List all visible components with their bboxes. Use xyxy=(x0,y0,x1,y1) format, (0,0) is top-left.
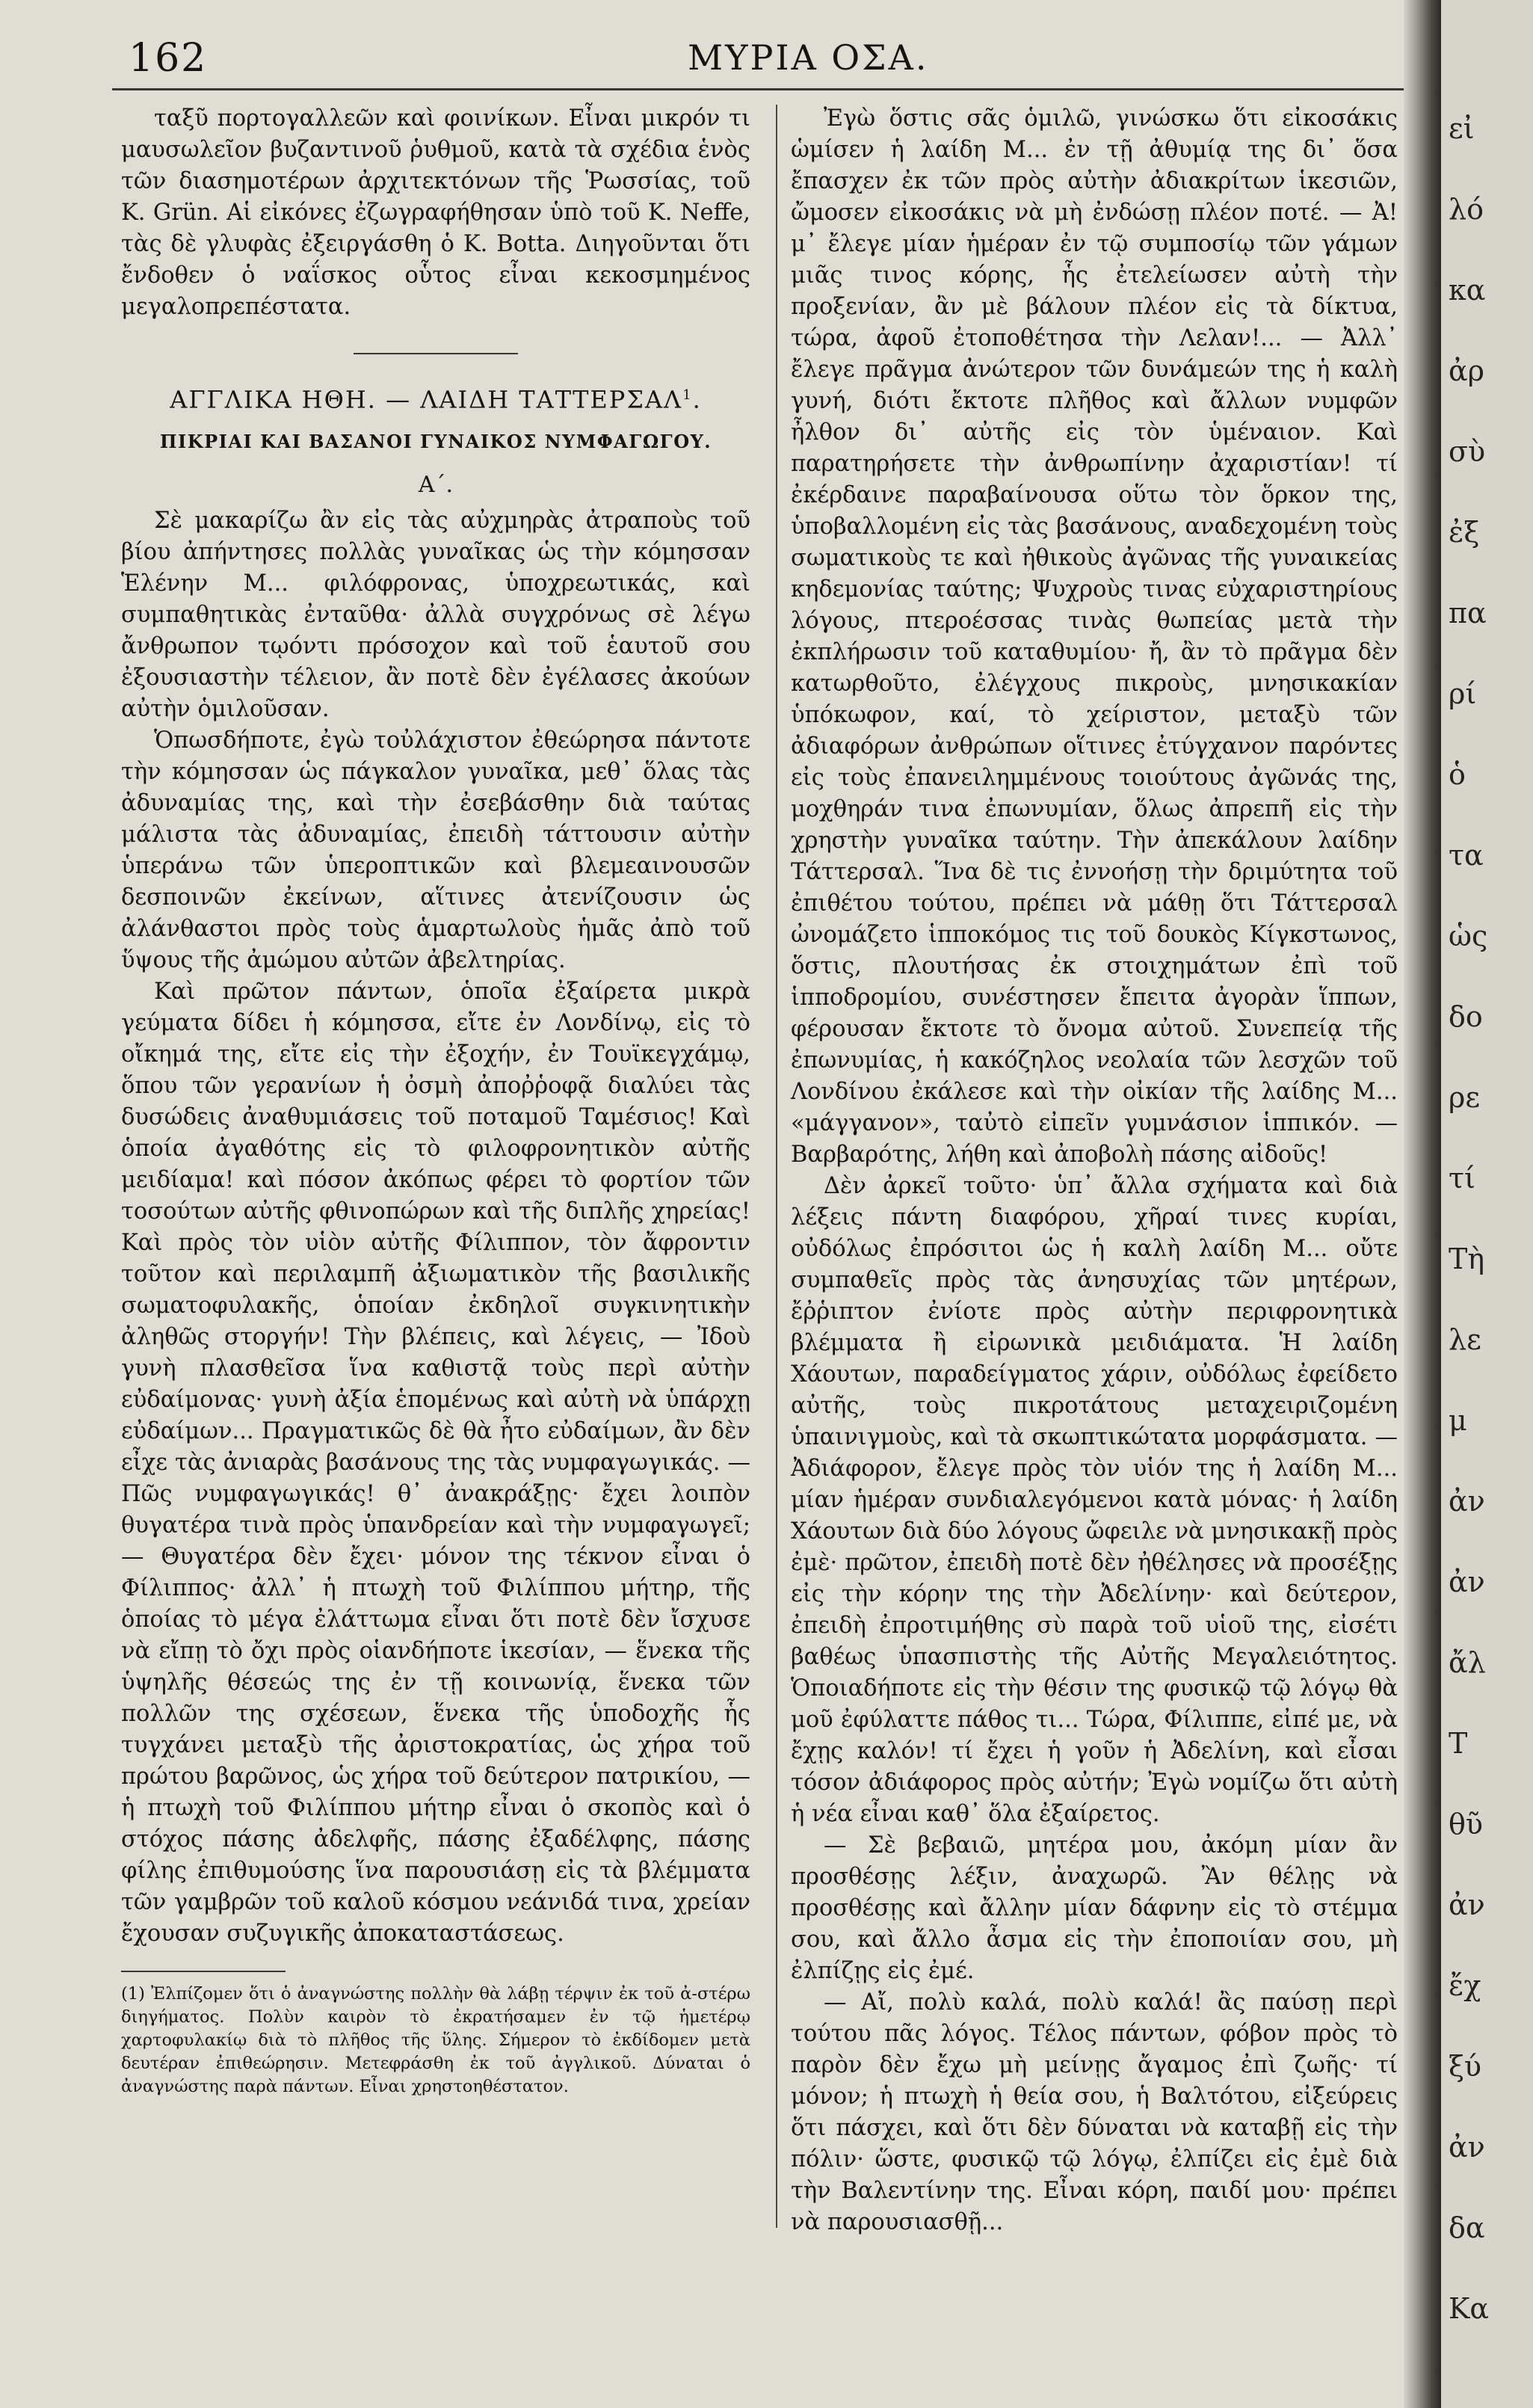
adjacent-page-fragment: ὁ xyxy=(1449,758,1466,791)
body-paragraph: Σὲ μακαρίζω ἂν εἰς τὰς αὐχμηρὰς ἀτραποὺς τοῦ βίου ἀπήντησες πολλὰς γυναῖκας ὡς τὴν κόμησσαν Ἑλένην Μ... φιλόφρονας, ὑποχρεωτικάς, καὶ συμπαθητικὰς ἐνταῦθα· ἀλλὰ συγχρόνως σὲ λέγω ἄνθρωπον τῳόντι πρόσοχον καὶ τοῦ ἑαυτοῦ σου ἐξουσιαστὴν τέλειον, ἂν ποτὲ δὲν ἐγέλασες ἀκούων αὐτὴν ὁμιλοῦσαν. xyxy=(121,507,750,722)
body-paragraph: Δὲν ἀρκεῖ τοῦτο· ὑπ᾽ ἄλλα σχήματα καὶ διὰ λέξεις πάντη διαφόρου, χῆραί τινες κυρίαι, οὐδόλως ἐπρόσιτοι ὡς ἡ καλὴ λαίδη Μ... οὔτε συμπαθεῖς πρὸς τὰς ἀνησυχίας τῶν μητέρων, ἔῤῥιπτον ἐνίοτε πρὸς αὐτὴν περιφρονητικὰ βλέμματα ἢ εἰρωνικὰ μειδιάματα. Ἡ λαίδη Χάουτων, παραδείγματος χάριν, οὐδόλως ἐφείδετο αὐτῆς, τοὺς πικροτάτους μεταχειριζομένη ὑπαινιγμοὺς, καὶ τὰ σκωπτικώτατα μορφάσματα. — Ἀδιάφορον, ἔλεγε πρὸς τὸν υἱόν της ἡ λαίδη Μ... μίαν ἡμέραν συνδιαλεγόμενοι κατὰ μόνας· ἡ λαίδη Χάουτων διὰ δύο λόγους ὤφειλε νὰ μνησικακῇ πρὸς ἐμὲ· πρῶτον, ἐπειδὴ ποτὲ δὲν ἠθέλησες νὰ προσέξῃς εἰς τὴν κόρην της τὴν Ἀδελίνην· καὶ δεύτερον, ἐπειδὴ ἐπροτιμήθης σὺ παρὰ τοῦ υἱοῦ της, εἰσέτι βαθέως ὑπασπιστὴς τῆς Αὐτῆς Μεγαλειότητος. Ὁποιαδήποτε εἰς τὴν θέσιν της φυσικῷ τῷ λόγῳ θὰ μοῦ ἐφύλαττε πάθος τι... Τώρα, Φίλιππε, εἰπέ με, νὰ ἔχῃς καλόν! τί ἔχει ἡ γοῦν ἡ Ἀδελίνη, καὶ εἶσαι τόσον ἀδιάφορος πρὸς αὐτήν; Ἐγὼ νομίζω ὅτι αὐτὴ ἡ νέα εἶναι καθ᾽ ὅλα ἐξαίρετος. xyxy=(791,1173,1398,1827)
part-label: Α΄. xyxy=(418,471,454,498)
section-title: ΑΓΓΛΙΚΑ ΗΘΗ. — ΛΑΙΔΗ ΤΑΤΤΕΡΣΑΛ$^1$. xyxy=(170,385,702,414)
header-rule xyxy=(112,88,1405,90)
body-paragraph: Ἐγὼ ὅστις σᾶς ὁμιλῶ, γινώσκω ὅτι εἰκοσάκις ὡμίσεν ἡ λαίδη Μ... ἐν τῇ ἀθυμίᾳ της δι᾽ ὅσα ἔπασχεν ἐκ τῶν πρὸς αὐτὴν ἀδιακρίτων ἱκεσιῶν, ὤμοσεν εἰκοσάκις νὰ μὴ ἐνδώσῃ πλέον ποτέ. — Ἀ! μ᾽ ἔλεγε μίαν ἡμέραν ἐν τῷ συμποσίῳ τῶν γάμων μιᾶς τινος κόρης, ἧς ἐτελείωσεν αὐτὴ τὴν προξενίαν, ἂν μὲ βάλουν πλέον εἰς τὰ δίκτυα, τώρα, ἀφοῦ ἐτοποθέτησα τὴν Λελαν!... — Ἀλλ᾽ ἔλεγε πρᾶγμα ἀνώτερον τῶν δυνάμεών της ἡ καλὴ γυνή, διότι ἔκτοτε πλῆθος καὶ ἄλλων νυμφῶν ἦλθον δι᾽ αὐτῆς εἰς τὸν ὑμέναιον. Καὶ παρατηρήσετε τὴν ἀνθρωπίνην ἀχαριστίαν! τί ἐκέρδαινε παραβαίνουσα οὕτω τὸν ὅρκον της, ὑποβαλλομένη εἰς τὰς βασάνους, αναδεχομένη τοὺς σωματικοὺς τε καὶ ἠθικοὺς ἀγῶνας τῆς γυναικείας κηδεμονίας ταύτης; Ψυχροὺς τινας εὐχαριστηρίους λόγους, πτεροέσσας τινὰς θωπείας μετὰ τὴν ἐκπλήρωσιν τοῦ καταθυμίου· ἤ, ἂν τὸ πρᾶγμα δὲν κατωρθοῦτο, ἐλέγχους πικροὺς, μνησικακίαν ὑπόκωφον, καί, τὸ χείριστον, μεταξὺ τῶν ἀδιαφόρων ἀνθρώπων οἵτινες ἐτύγχανον παρόντες εἰς τοὺς ἐπανειλημμένους τοιούτους ἀγῶνάς της, μοχθηράν τινα ἐπωνυμίαν, ὅλως ἀπρεπῆ εἰς τὴν χρηστὴν γυναῖκα ταύτην. Τὴν ἀπεκάλουν λαίδην Τάττερσαλ. Ἵνα δὲ τις ἐννοήσῃ τὴν δριμύτητα τοῦ ἐπιθέτου τούτου, πρέπει νὰ μάθῃ ὅτι Τάττερσαλ ὠνομάζετο ἱπποκόμος τις τοῦ δουκὸς Κίγκστωνος, ὅστις, πλουτήσας ἐκ στοιχημάτων ἐπὶ τοῦ ἱπποδρομίου, συνέστησεν ἔπειτα ἀγορὰν ἵππων, φέρουσαν ἔκτοτε τὸ ὄνομα αὐτοῦ. Συνεπείᾳ τῆς ἐπωνυμίας, ἡ κακόζηλος νεολαία τῶν λεσχῶν τοῦ Λονδίνου ἐκάλεσε καὶ τὴν οἰκίαν τῆς λαίδης Μ... «μάγγανον», ταὐτὸ εἰπεῖν γυμνάσιον ἱππικόν. — Βαρβαρότης, λήθη καὶ ἀποβολὴ πάσης αἰδοῦς! xyxy=(791,105,1398,1168)
section-rule xyxy=(354,353,518,354)
section-title-text: ΑΓΓΛΙΚΑ ΗΘΗ. — ΛΑΙΔΗ ΤΑΤΤΕΡΣΑΛ xyxy=(170,385,683,414)
adjacent-page-fragment: ἐξ xyxy=(1449,516,1480,549)
adjacent-page-fragment: ρί xyxy=(1449,677,1477,710)
adjacent-page-fragment: ρε xyxy=(1449,1081,1481,1114)
adjacent-page-fragment: δο xyxy=(1449,1000,1483,1033)
column-divider xyxy=(776,105,777,2228)
adjacent-page-fragment: ἀρ xyxy=(1449,354,1485,387)
adjacent-page-fragment: ἀν xyxy=(1449,2131,1485,2164)
adjacent-page-fragment: κα xyxy=(1449,274,1486,307)
page-number: 162 xyxy=(129,36,208,81)
journal-title: ΜΥΡΙΑ ΟΣΑ. xyxy=(688,37,929,78)
adjacent-page-fragment: ἄλ xyxy=(1449,1646,1486,1679)
adjacent-page-fragment: Τὴ xyxy=(1449,1243,1485,1275)
adjacent-page-fragment: μ xyxy=(1449,1404,1467,1437)
adjacent-page-fragment: πα xyxy=(1449,597,1487,629)
body-paragraph: Ὁπωσδήποτε, ἐγὼ τοὐλάχιστον ἐθεώρησα πάντοτε τὴν κόμησσαν ὡς πάγκαλον γυναῖκα, μεθ᾽ ὅλας τὰς ἀδυναμίας της, καὶ τὴν ἐσεβάσθην διὰ ταύτας μάλιστα τὰς ἀδυναμίας, ἐπειδὴ τάττουσιν αὐτὴν ὑπεράνω τῶν ὑπεροπτικῶν καὶ βλεμεαινουσῶν δεσποινῶν ἐκείνων, αἵτινες ἀτενίζουσιν ὡς ἀλάνθαστοι πρὸς τοὺς ἁμαρτωλοὺς ἡμᾶς ἀπὸ τοῦ ὕψους τῆς ἀμώμου αὐτῶν ἀβελτηρίας. xyxy=(121,727,750,973)
adjacent-page-fragment: ἀν xyxy=(1449,1485,1485,1518)
running-head xyxy=(120,30,1405,82)
intro-paragraph: ταξῦ πορτογαλλεῶν καὶ φοινίκων. Εἶναι μικρόν τι μαυσωλεῖον βυζαντινοῦ ῥυθμοῦ, κατὰ τὰ σχέδια ἑνὸς τῶν διασημοτέρων ἀρχιτεκτόνων τῆς Ῥωσσίας, τοῦ Κ. Grün. Αἱ εἰκόνες ἐζωγραφήθησαν ὑπὸ τοῦ Κ. Neffe, τὰς δὲ γλυφὰς ἐξειργάσθη ὁ Κ. Botta. Διηγοῦνται ὅτι ἔνδοθεν ὁ ναΐσκος οὗτος εἶναι κεκοσμημένος μεγαλοπρεπέστατα. xyxy=(121,105,750,320)
adjacent-page-fragment: εἰ xyxy=(1449,112,1475,145)
footnote-rule xyxy=(121,1971,286,1972)
adjacent-page-fragment: λε xyxy=(1449,1323,1481,1356)
footnote-marker: 1 xyxy=(682,387,693,403)
adjacent-page-fragment: τί xyxy=(1449,1162,1475,1195)
adjacent-page-fragment: θῦ xyxy=(1449,1808,1483,1841)
right-column xyxy=(791,103,1398,2238)
adjacent-page-fragment: Τ xyxy=(1449,1727,1468,1760)
adjacent-page-edge xyxy=(1441,0,1533,2408)
adjacent-page-fragment: ἀν xyxy=(1449,1565,1485,1598)
adjacent-page-fragment: ἔχ xyxy=(1449,1969,1481,2002)
book-gutter-shadow xyxy=(1404,0,1441,2408)
adjacent-page-fragment: ὡς xyxy=(1449,920,1488,952)
body-paragraph: Καὶ πρῶτον πάντων, ὁποῖα ἐξαίρετα μικρὰ γεύματα δίδει ἡ κόμησσα, εἴτε ἐν Λονδίνῳ, εἰς τὸ οἴκημά της, εἴτε εἰς τὴν ἐξοχήν, ἐν Τουϊκεγχάμῳ, ὅπου τῶν γερανίων ἡ ὀσμὴ ἀποῤῥοφᾷ διαλύει τὰς δυσώδεις ἀναθυμιάσεις τοῦ ποταμοῦ Ταμέσιος! Καὶ ὁποία ἀγαθότης εἰς τὸ φιλοφρονητικὸν αὐτῆς μειδίαμα! καὶ πόσον ἀκόπως φέρει τὸ φορτίον τῶν τοσούτων αὐτῆς φθινοπώρων καὶ τῆς διπλῆς χηρείας! Καὶ πρὸς τὸν υἱὸν αὐτῆς Φίλιππον, τὸν ἄφροντιν τοῦτον καὶ περιλαμπῆ ἀξιωματικὸν τῆς βασιλικῆς σωματοφυλακῆς, ὁποίαν ἐκδηλοῖ συγκινητικὴν ἀληθῶς στοργήν! Τὴν βλέπεις, καὶ λέγεις, — Ἰδοὺ γυνὴ πλασθεῖσα ἵνα καθιστᾷ τοὺς περὶ αὐτὴν εὐδαίμονας· γυνὴ ἀξία ἑπομένως καὶ αὐτὴ νὰ ὑπάρχῃ εὐδαίμων... Πραγματικῶς δὲ θὰ ἦτο εὐδαίμων, ἂν δὲν εἶχε τὰς ἀνιαρὰς βασάνους της τὰς νυμφαγωγικάς. — Πῶς νυμφαγωγικάς! θ᾽ ἀνακράξῃς· ἔχει λοιπὸν θυγατέρα τινὰ πρὸς ὑπανδρείαν καὶ τὴν νυμφαγωγεῖ; — Θυγατέρα δὲν ἔχει· μόνον της τέκνον εἶναι ὁ Φίλιππος· ἀλλ᾽ ἡ πτωχὴ τοῦ Φιλίππου μήτηρ, τῆς ὁποίας τὸ μέγα ἐλάττωμα εἶναι ὅτι ποτὲ δὲν ἴσχυσε νὰ εἴπῃ τὸ ὄχι πρὸς οἱανδήποτε ἱκεσίαν, — ἕνεκα τῆς ὑψηλῆς θέσεώς της ἐν τῇ κοινωνίᾳ, ἕνεκα τῶν πολλῶν της σχέσεων, ἕνεκα τῆς ὑποδοχῆς ἧς τυγχάνει μεταξὺ τῆς ἀριστοκρατίας, ὡς χήρα τοῦ πρώτου βαρῶνος, ὡς χήρα τοῦ δεύτερον πατρικίου, — ἡ πτωχὴ τοῦ Φιλίππου μήτηρ εἶναι ὁ σκοπὸς καὶ ὁ στόχος πάσης ἀδελφῆς, πάσης ἐξαδέλφης, πάσης φίλης ἐπιθυμούσης ἵνα παρουσιάσῃ εἰς τὰ βλέμματα τῶν γαμβρῶν τοῦ καλοῦ κόσμου νεάνιδά τινα, χρείαν ἔχουσαν συζυγικῆς ἀποκαταστάσεως. xyxy=(121,978,750,1947)
adjacent-page-fragment: τα xyxy=(1449,839,1484,872)
body-paragraph: — Σὲ βεβαιῶ, μητέρα μου, ἀκόμη μίαν ἂν προσθέσῃς λέξιν, ἀναχωρῶ. Ἂν θέλῃς νὰ προσθέσῃς καὶ ἄλλην μίαν δάφνην εἰς τὸ στέμμα σου, καὶ ἄλλο ἆσμα εἰς τὴν ἐποποιίαν σου, μὴ ἐλπίζῃς εἰς ἐμέ. xyxy=(791,1832,1398,1984)
adjacent-page-fragment: λό xyxy=(1449,193,1484,226)
adjacent-page-fragment: σὺ xyxy=(1449,435,1486,468)
adjacent-page-fragment: ἀν xyxy=(1449,1888,1485,1921)
body-paragraph: — Αἴ, πολὺ καλά, πολὺ καλά! ἂς παύσῃ περὶ τούτου πᾶς λόγος. Τέλος πάντων, φόβον πρὸς τὸ παρὸν δὲν ἔχω μὴ μείνῃς ἄγαμος ἐπὶ ζωῆς· τί μόνον; ἡ πτωχὴ ἡ θεία σου, ἡ Βαλτότου, εἰξεύρεις ὅτι πάσχει, καὶ ὅτι δὲν δύναται νὰ καταβῇ εἰς τὴν πόλιν· ὥστε, φυσικῷ τῷ λόγῳ, ἐλπίζει εἰς ἐμὲ διὰ τὴν Βαλεντίνην της. Εἶναι κόρη, παιδί μου· πρέπει νὰ παρουσιασθῇ... xyxy=(791,1989,1398,2235)
section-subtitle: ΠΙΚΡΙΑΙ ΚΑΙ ΒΑΣΑΝΟΙ ΓΥΝΑΙΚΟΣ ΝΥΜΦΑΓΩΓΟΥ. xyxy=(159,430,712,452)
footnote: (1) Ἐλπίζομεν ὅτι ὁ ἀναγνώστης πολλὴν θὰ λάβῃ τέρψιν ἐκ τοῦ ἀ-στέρω διηγήματος. Πολὺν καιρὸν τὸ ἐκρατήσαμεν ἐν τῷ ἡμετέρῳ χαρτοφυλακίῳ διὰ τὸ πλῆθος τῆς ὕλης. Σήμερον τὸ ἐκδίδομεν μετὰ δευτέραν ἐπιθεώρησιν. Μετεφράσθη ἐκ τοῦ ἀγγλικοῦ. Δύναται ὁ ἀναγνώστης παρὰ πάντων. Εἶναι χρηστοηθέστατον. xyxy=(121,1983,750,2096)
left-column xyxy=(121,103,750,2098)
adjacent-page-fragment: ξύ xyxy=(1449,2050,1482,2083)
adjacent-page-fragment: Κα xyxy=(1449,2292,1490,2325)
adjacent-page-fragment: δα xyxy=(1449,2211,1485,2244)
